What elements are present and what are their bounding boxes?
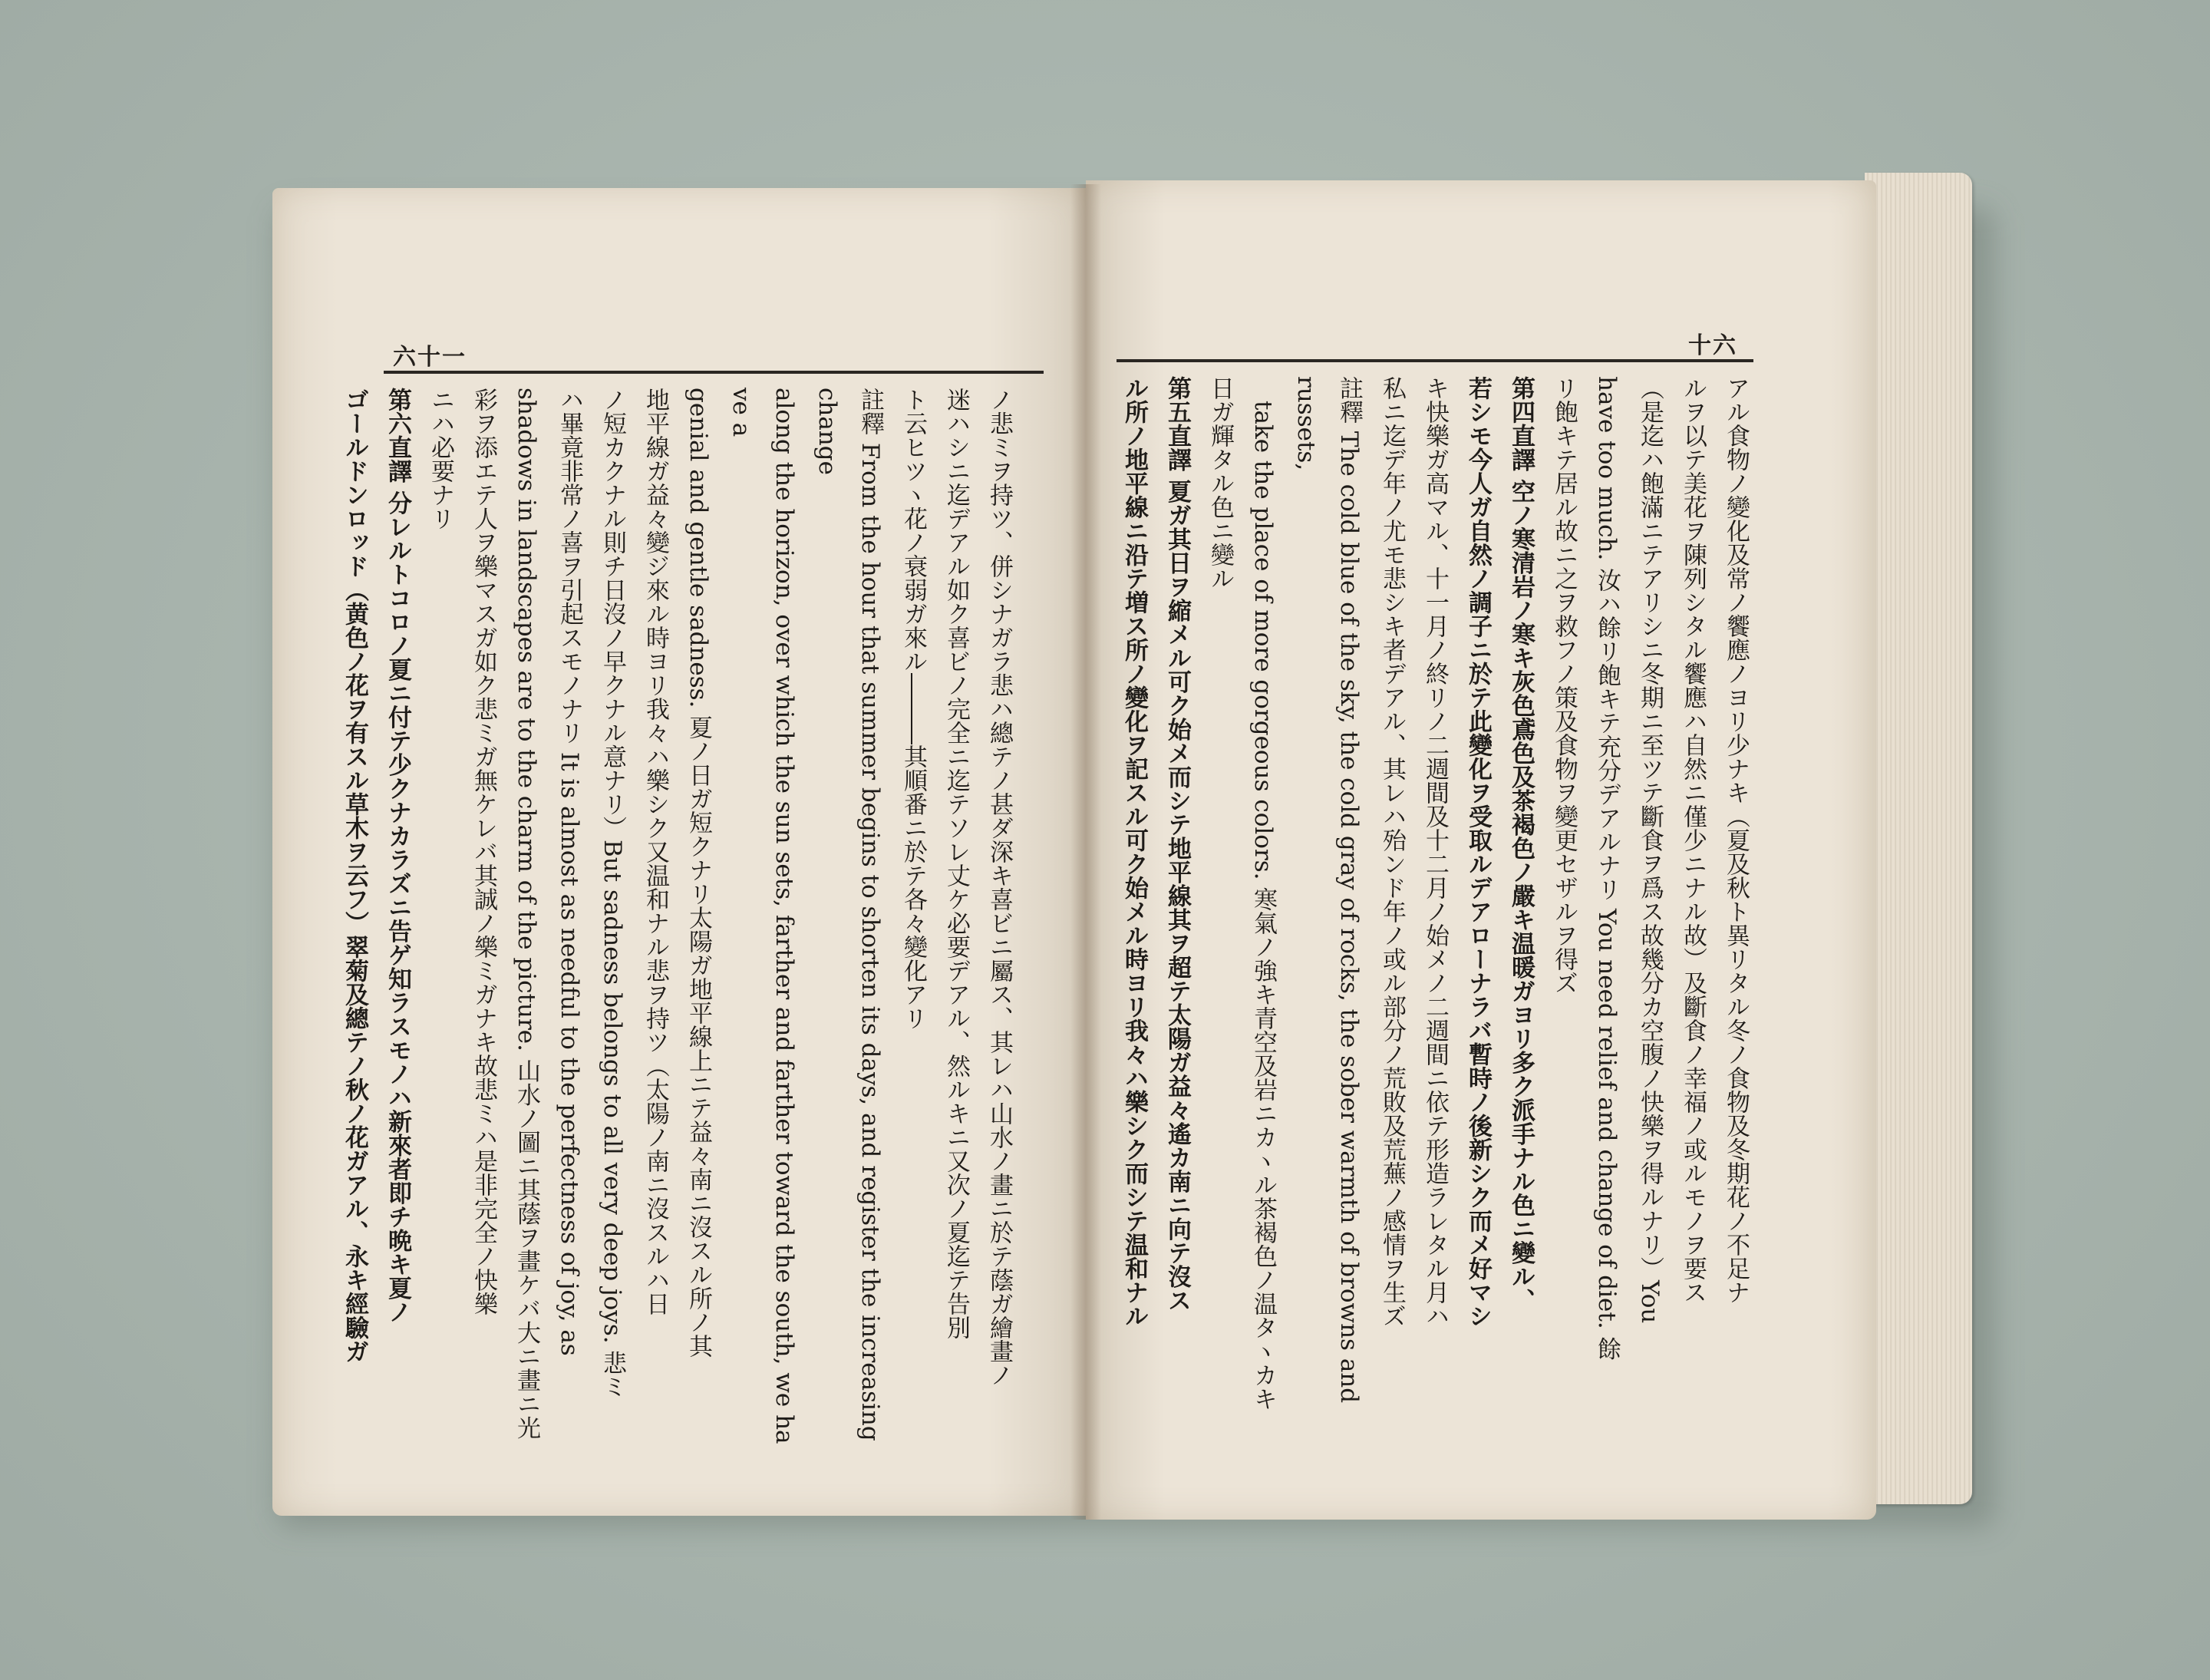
text-column: 註釋 From the hour that summer begins to shorten its days, and register the increasing change — [813, 388, 884, 1449]
text-column: ト云ヒツヽ花ノ衰弱ガ來ル―――其順番ニ於テ各々變化アリ — [899, 388, 927, 1030]
text-column: キ快樂ガ高マル、十一月ノ終リノ二週間及十二月ノ始メノ二週間ニ依テ形造ラレタル月ハ — [1421, 376, 1449, 1328]
text-column: 註釋 The cold blue of the sky, the cold gray of rocks, the sober warmth of browns and russets, — [1292, 376, 1363, 1411]
left-page-number: 六十一 — [393, 344, 467, 371]
page-block-edge — [1865, 173, 1972, 1504]
text-column: have too much. 汝ハ餘リ飽キテ充分デアルナリ You need relief and change of diet. 餘 — [1593, 376, 1621, 1361]
left-header-rule — [384, 371, 1044, 374]
text-column: 迷ハシニ迄デアル如ク喜ビノ完全ニ迄テソレ丈ケ必要デアル、然ルキニ又次ノ夏迄テ告別 — [942, 388, 970, 1339]
text-column: 私ニ迄デ年ノ尤モ悲シキ者デアル、其レハ殆ンド年ノ或ル部分ノ荒敗及荒蕪ノ感情ヲ生ズ — [1378, 376, 1406, 1328]
right-page-text — [1120, 376, 1757, 1420]
text-column: ハ畢竟非常ノ喜ヲ引起スモノナリ It is almost as needful to the perfectness of joy, as — [556, 388, 583, 1356]
book-gutter — [1070, 184, 1101, 1520]
right-header-rule — [1117, 359, 1753, 362]
right-page-number: 十六 — [1688, 332, 1737, 359]
text-column: ルヲ以テ美花ヲ陳列シタル饗應ハ自然ニ僅少ニナル故）及斷食ノ幸福ノ或ルモノヲ要ス — [1679, 376, 1707, 1304]
text-column: ル所ノ地平線ニ沿テ増ス所ノ變化ヲ記スル可ク始メル時ヨリ我々ハ樂シク而シテ温和ナル — [1120, 376, 1148, 1328]
text-column: ニハ必要ナリ — [427, 388, 454, 530]
text-column: ノ悲ミヲ持ツ、併シナガラ悲ハ總テノ甚ダ深キ喜ビニ屬ス、其レハ山水ノ畫ニ於テ蔭ガ繪畫ノ — [985, 388, 1013, 1387]
text-column: along the horizon, over which the sun sets, farther and farther toward the south, we have a — [727, 388, 798, 1444]
text-column: 地平線ガ益々變ジ來ル時ヨリ我々ハ樂シク又温和ナル悲ヲ持ツ（太陽ノ南ニ沒スルハ日 — [642, 388, 669, 1315]
text-column: shadows in landscapes are to the charm of the picture. 山水ノ圖ニ其蔭ヲ畫ケバ大ニ畫ニ光 — [513, 388, 540, 1440]
text-column: 彩ヲ添エテ人ヲ樂マスガ如ク悲ミガ無ケレバ其誠ノ樂ミガナキ故悲ミハ是非完全ノ快樂 — [470, 388, 497, 1315]
text-column: ノ短カクナル則チ日沒ノ早クナル意ナリ）But sadness belongs to all very deep joys. 悲ミ — [599, 388, 626, 1399]
text-column: genial and gentle sadness. 夏ノ日ガ短クナリ太陽ガ地平線上ニテ益々南ニ沒スル所ノ其 — [684, 388, 712, 1358]
text-column: ゴールドンロッド（黄色ノ花ヲ有スル草木ヲ云フ）翠菊及總テノ秋ノ花ガアル、永キ經驗ガ — [341, 388, 368, 1363]
text-column: リ飽キテ居ル故ニ之ヲ救フノ策及食物ヲ變更セザルヲ得ズ — [1550, 376, 1578, 995]
text-column: 第五直譯 夏ガ其日ヲ縮メル可ク始メ而シテ地平線其ヲ超テ太陽ガ益々遙カ南ニ向テ沒ス — [1163, 376, 1191, 1312]
text-column: （是迄ハ飽滿ニテアリシニ冬期ニ至ツテ斷食ヲ爲ス故幾分カ空腹ノ快樂ヲ得ルナリ）You — [1636, 376, 1664, 1324]
text-column: 日ガ輝タル色ニ變ル — [1206, 376, 1234, 590]
text-column: 第六直譯 分レルトコロノ夏ニ付テ少クナカラズニ告ゲ知ラスモノハ新來者即チ晩キ夏ノ — [384, 388, 411, 1324]
text-column: take the place of more gorgeous colors. 寒氣ノ強キ青空及岩ニカヽル茶褐色ノ温タヽカキ — [1249, 401, 1277, 1411]
text-column: 第四直譯 空ノ寒清岩ノ寒キ灰色鳶色及茶褐色ノ嚴キ温暖ガヨリ多ク派手ナル色ニ變ル、 — [1507, 376, 1535, 1312]
text-column: アル食物ノ變化及常ノ饗應ノヨリ少ナキ（夏及秋ト異リタル冬ノ食物及冬期花ノ不足ナ — [1722, 376, 1750, 1304]
left-page-text — [341, 388, 1021, 1449]
text-column: 若シモ今人ガ自然ノ調子ニ於テ此變化ヲ受取ルデアローナラバ暫時ノ後新シク而メ好マシ — [1464, 376, 1492, 1328]
